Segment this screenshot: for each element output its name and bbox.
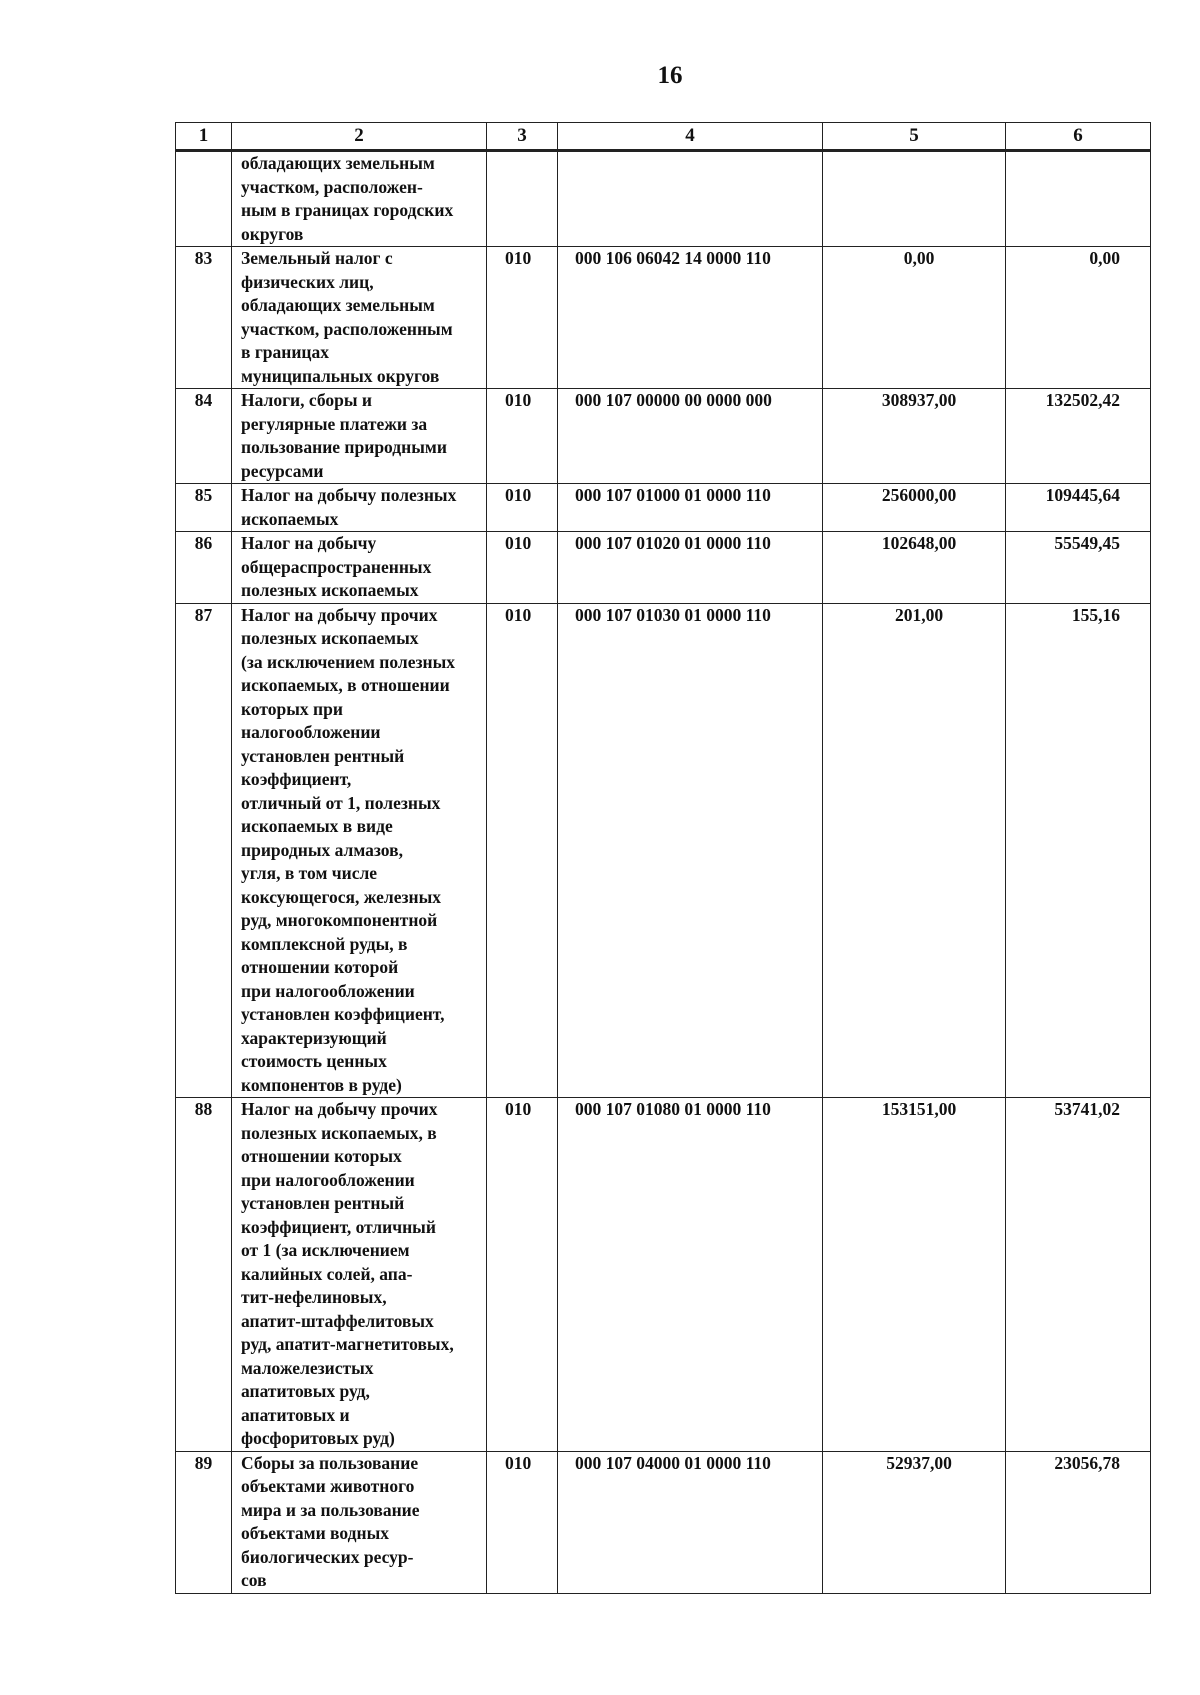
- row-name-line: мира и за пользование: [241, 1499, 420, 1520]
- row-name-line: объектами животного: [241, 1476, 415, 1496]
- row-number-cell: 84: [176, 389, 232, 484]
- row-name-cell: [232, 151, 487, 247]
- row-plan-value-cell: 308937,00: [823, 389, 1006, 484]
- row-name-line: коэффициент,: [241, 769, 352, 789]
- header-col-4: 4: [558, 123, 823, 151]
- row-name-line: коэффициент, отличный: [241, 1216, 436, 1237]
- row-name-cell: [232, 1451, 487, 1593]
- row-admin-code-cell: 010: [487, 603, 558, 1098]
- row-name-cell: [232, 603, 487, 1098]
- row-name-line: калийных солей, апа-: [241, 1263, 413, 1284]
- table-row: [176, 247, 1151, 389]
- row-plan-value-cell: 201,00: [823, 603, 1006, 1098]
- row-actual-value-cell: 155,16: [1006, 603, 1151, 1098]
- row-name-line: обладающих земельным: [241, 295, 435, 315]
- row-name-line: в границах: [241, 342, 330, 362]
- row-number-cell: 88: [176, 1098, 232, 1452]
- row-name-line: Сборы за пользование: [241, 1452, 419, 1473]
- table-row: [176, 1098, 1151, 1452]
- table-header-row: [176, 123, 1151, 151]
- row-name-line: ископаемых: [241, 508, 339, 529]
- row-budget-code-cell: 000 107 01030 01 0000 110: [558, 603, 823, 1098]
- row-actual-value-cell: 55549,45: [1006, 532, 1151, 604]
- row-budget-code-cell: 000 106 06042 14 0000 110: [558, 247, 823, 389]
- row-name-line: физических лиц,: [241, 271, 374, 292]
- row-admin-code-cell: 010: [487, 247, 558, 389]
- row-plan-value-cell: [823, 151, 1006, 247]
- row-name-line: угля, в том числе: [241, 863, 378, 883]
- row-name-line: характеризующий: [241, 1027, 387, 1048]
- row-name-line: руд, многокомпонентной: [241, 910, 438, 930]
- row-name-line: сов: [241, 1570, 267, 1590]
- row-budget-code-cell: 000 107 00000 00 0000 000: [558, 389, 823, 484]
- row-actual-value-cell: 53741,02: [1006, 1098, 1151, 1452]
- budget-table: [175, 122, 1151, 1594]
- table-row: [176, 532, 1151, 604]
- row-name-cell: [232, 247, 487, 389]
- row-name-line: установлен рентный: [241, 1193, 405, 1213]
- row-name-line: участком, расположенным: [241, 318, 453, 339]
- row-name-line: Налог на добычу прочих: [241, 1099, 438, 1119]
- row-name-line: при налогообложении: [241, 980, 415, 1001]
- row-admin-code-cell: 010: [487, 389, 558, 484]
- row-name-line: коксующегося, железных: [241, 886, 442, 907]
- row-name-line: Земельный налог с: [241, 248, 393, 268]
- row-name-line: отношении которых: [241, 1146, 402, 1166]
- row-name-line: апатит-штаффелитовых: [241, 1310, 434, 1331]
- row-name-cell: [232, 1098, 487, 1452]
- row-name-line: полезных ископаемых: [241, 580, 419, 600]
- row-name-line: Налоги, сборы и: [241, 390, 372, 410]
- table-row: [176, 603, 1151, 1098]
- row-actual-value-cell: 132502,42: [1006, 389, 1151, 484]
- row-plan-value-cell: 153151,00: [823, 1098, 1006, 1452]
- row-name-line: которых при: [241, 698, 343, 719]
- header-col-1: 1: [176, 123, 232, 151]
- row-actual-value-cell: [1006, 151, 1151, 247]
- row-name-line: регулярные платежи за: [241, 413, 428, 434]
- row-actual-value-cell: 0,00: [1006, 247, 1151, 389]
- row-number-cell: 83: [176, 247, 232, 389]
- row-budget-code-cell: 000 107 01080 01 0000 110: [558, 1098, 823, 1452]
- header-col-3: 3: [487, 123, 558, 151]
- row-name-line: фосфоритовых руд): [241, 1428, 395, 1448]
- row-name-line: обладающих земельным: [241, 153, 435, 173]
- row-number-cell: 85: [176, 484, 232, 532]
- row-name-line: округов: [241, 223, 304, 244]
- row-name-cell: [232, 532, 487, 604]
- row-name-line: установлен коэффициент,: [241, 1004, 445, 1024]
- row-name-line: стоимость ценных: [241, 1051, 387, 1071]
- row-number-cell: 87: [176, 603, 232, 1098]
- row-name-line: ресурсами: [241, 460, 324, 481]
- row-name-line: комплексной руды, в: [241, 933, 408, 954]
- row-name-line: компонентов в руде): [241, 1074, 402, 1095]
- row-name-line: муниципальных округов: [241, 365, 440, 386]
- row-admin-code-cell: [487, 151, 558, 247]
- row-name-line: объектами водных: [241, 1523, 389, 1543]
- row-budget-code-cell: 000 107 01020 01 0000 110: [558, 532, 823, 604]
- row-admin-code-cell: 010: [487, 1098, 558, 1452]
- row-plan-value-cell: 0,00: [823, 247, 1006, 389]
- row-budget-code-cell: [558, 151, 823, 247]
- row-budget-code-cell: 000 107 01000 01 0000 110: [558, 484, 823, 532]
- row-name-line: от 1 (за исключением: [241, 1240, 410, 1260]
- row-name-line: ископаемых в виде: [241, 816, 393, 836]
- row-name-line: ископаемых, в отношении: [241, 675, 450, 695]
- row-name-line: биологических ресур-: [241, 1546, 414, 1567]
- row-name-line: Налог на добычу прочих: [241, 604, 438, 625]
- row-name-line: тит-нефелиновых,: [241, 1287, 387, 1307]
- table-row: [176, 1451, 1151, 1593]
- row-name-cell: [232, 389, 487, 484]
- row-name-line: маложелезистых: [241, 1357, 374, 1378]
- row-name-line: установлен рентный: [241, 745, 405, 766]
- row-budget-code-cell: 000 107 04000 01 0000 110: [558, 1451, 823, 1593]
- header-col-2: 2: [232, 123, 487, 151]
- header-col-5: 5: [823, 123, 1006, 151]
- header-col-6: 6: [1006, 123, 1151, 151]
- row-name-line: пользование природными: [241, 437, 447, 457]
- row-name-line: Налог на добычу: [241, 533, 377, 553]
- row-name-line: полезных ископаемых: [241, 628, 419, 648]
- table-row: [176, 151, 1151, 247]
- row-plan-value-cell: 102648,00: [823, 532, 1006, 604]
- row-name-line: апатитовых руд,: [241, 1381, 370, 1401]
- row-name-line: полезных ископаемых, в: [241, 1122, 437, 1143]
- row-number-cell: [176, 151, 232, 247]
- row-name-line: Налог на добычу полезных: [241, 485, 457, 505]
- row-admin-code-cell: 010: [487, 484, 558, 532]
- row-name-line: (за исключением полезных: [241, 651, 456, 672]
- row-plan-value-cell: 256000,00: [823, 484, 1006, 532]
- row-admin-code-cell: 010: [487, 532, 558, 604]
- row-name-line: участком, расположен-: [241, 176, 423, 197]
- row-number-cell: 86: [176, 532, 232, 604]
- row-actual-value-cell: 109445,64: [1006, 484, 1151, 532]
- page-number: 16: [657, 62, 683, 89]
- row-plan-value-cell: 52937,00: [823, 1451, 1006, 1593]
- row-name-line: природных алмазов,: [241, 839, 403, 860]
- row-name-line: отношении которой: [241, 957, 399, 977]
- table-row: [176, 484, 1151, 532]
- row-admin-code-cell: 010: [487, 1451, 558, 1593]
- row-name-line: налогообложении: [241, 722, 381, 742]
- row-name-line: отличный от 1, полезных: [241, 792, 441, 813]
- row-name-line: ным в границах городских: [241, 200, 454, 220]
- row-actual-value-cell: 23056,78: [1006, 1451, 1151, 1593]
- row-number-cell: 89: [176, 1451, 232, 1593]
- row-name-line: руд, апатит-магнетитовых,: [241, 1334, 454, 1354]
- table-row: [176, 389, 1151, 484]
- row-name-line: апатитовых и: [241, 1404, 350, 1425]
- row-name-line: общераспространенных: [241, 556, 432, 577]
- row-name-line: при налогообложении: [241, 1169, 415, 1190]
- table-body: [176, 151, 1151, 1594]
- row-name-cell: [232, 484, 487, 532]
